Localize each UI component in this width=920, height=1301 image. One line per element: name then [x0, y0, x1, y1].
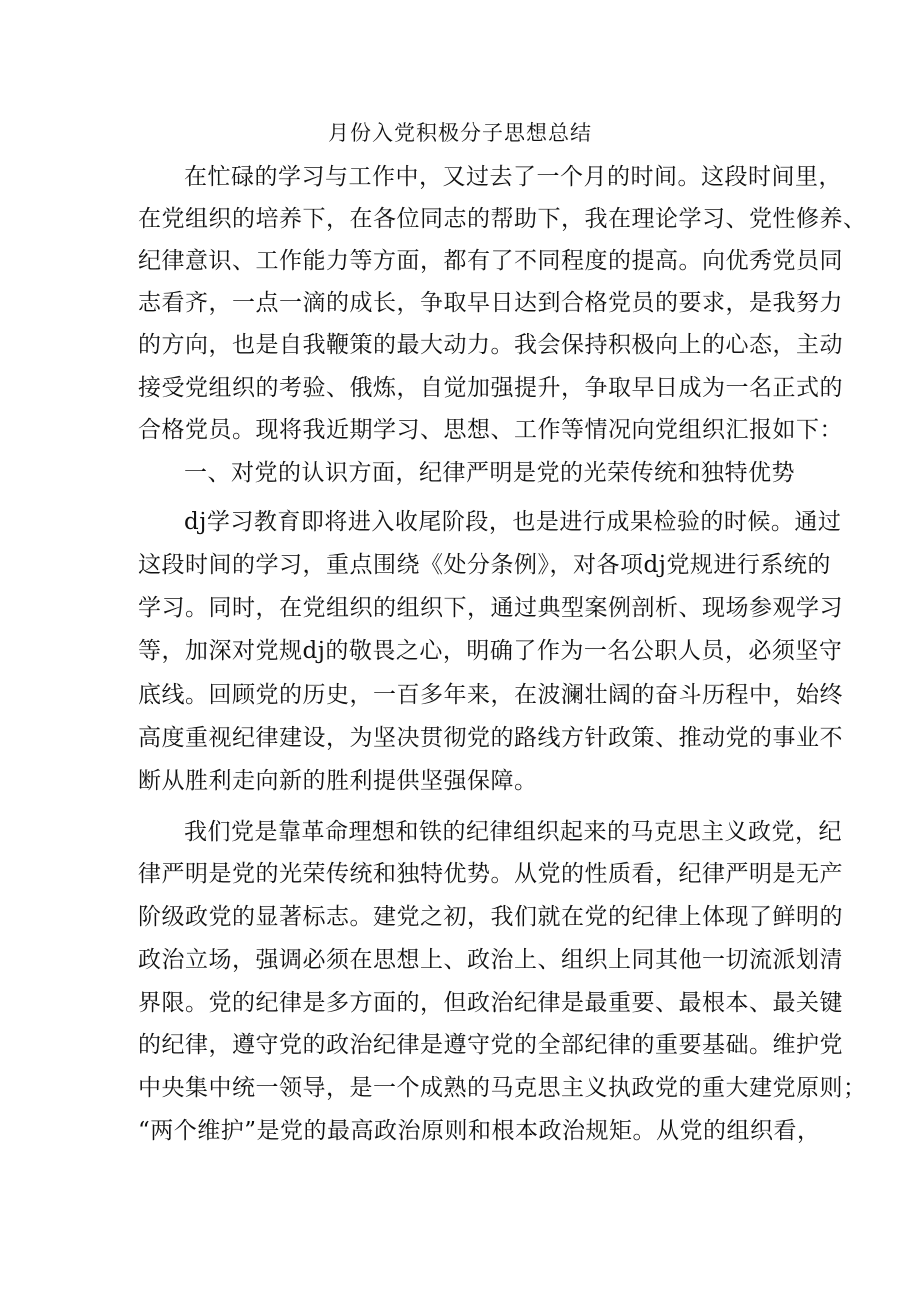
- paragraph-1-line: 接受党组织的考验、俄炼，自觉加强提升，争取早日成为一名正式的: [138, 375, 843, 401]
- paragraph-3-line: 阶级政党的显著标志。建党之初，我们就在党的纪律上体现了鲜明的: [138, 904, 843, 930]
- paragraph-2-line: 等，加深对党规dj的敬畏之心，明确了作为一名公职人员，必须坚守: [138, 638, 843, 664]
- paragraph-2-line: 这段时间的学习，重点围绕《处分条例》，对各项dj党规进行系统的: [138, 552, 831, 578]
- section-heading: 一、对党的认识方面，纪律严明是党的光荣传统和独特优势: [184, 460, 795, 486]
- paragraph-1-line: 在忙碌的学习与工作中，又过去了一个月的时间。这段时间里，: [184, 164, 842, 190]
- paragraph-3-line: 界限。党的纪律是多方面的，但政治纪律是最重要、最根本、最关键: [138, 990, 843, 1016]
- paragraph-1-line: 的方向，也是自我鞭策的最大动力。我会保持积极向上的心态，主动: [138, 332, 843, 358]
- paragraph-2-line: 学习。同时，在党组织的组织下，通过典型案例剖析、现场参观学习: [138, 595, 843, 621]
- paragraph-3-line: 我们党是靠革命理想和铁的纪律组织起来的马克思主义政党，纪: [184, 819, 842, 845]
- document-title: 月份入党积极分子思想总结: [328, 121, 592, 145]
- paragraph-2-line: 高度重视纪律建设，为坚决贯彻党的路线方针政策、推动党的事业不: [138, 725, 843, 751]
- paragraph-3-line: 政治立场，强调必须在思想上、政治上、组织上同其他一切流派划清: [138, 947, 843, 973]
- paragraph-3-line: 中央集中统一领导，是一个成熟的马克思主义执政党的重大建党原则；: [138, 1075, 867, 1101]
- paragraph-1-line: 在党组织的培养下，在各位同志的帮助下，我在理论学习、党性修养、: [138, 206, 867, 232]
- paragraph-2-line: dj学习教育即将进入收尾阶段，也是进行成果检验的时候。通过: [184, 509, 842, 535]
- paragraph-2-line: 断从胜利走向新的胜利提供坚强保障。: [138, 768, 538, 794]
- paragraph-1-line: 合格党员。现将我近期学习、思想、工作等情况向党组织汇报如下：: [138, 417, 843, 443]
- paragraph-3-line: 的纪律，遵守党的政治纪律是遵守党的全部纪律的重要基础。维护党: [138, 1032, 843, 1058]
- paragraph-3-line: 律严明是党的光荣传统和独特优势。从党的性质看，纪律严明是无产: [138, 861, 843, 887]
- paragraph-1-line: 纪律意识、工作能力等方面，都有了不同程度的提高。向优秀党员同: [138, 248, 843, 274]
- paragraph-2-line: 底线。回顾党的历史，一百多年来，在波澜壮阔的奋斗历程中，始终: [138, 682, 843, 708]
- paragraph-3-line: “两个维护”是党的最高政治原则和根本政治规矩。从党的组织看，: [138, 1118, 821, 1144]
- paragraph-1-line: 志看齐，一点一滴的成长，争取早日达到合格党员的要求，是我努力: [138, 290, 843, 316]
